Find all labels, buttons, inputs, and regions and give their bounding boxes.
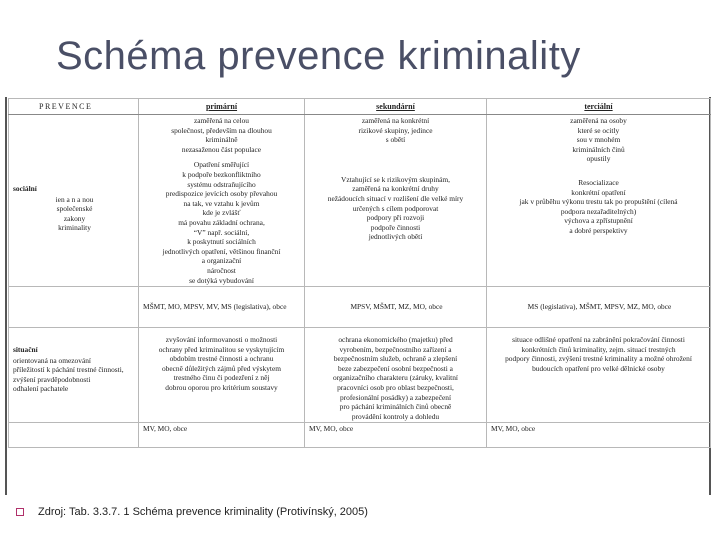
slide-title: Schéma prevence kriminality xyxy=(56,34,581,78)
header-secondary: sekundární xyxy=(305,99,487,115)
social-dept-row xyxy=(9,287,711,328)
situational-primary: zvyšování informovanosti o možnosti ochrany před kriminalitou se vyskytujícím obdobím trestné činnosti a ochranu obecně důležitých zájmů před výskytem trestného činu či podezření z něj dobrou oporou pro kritérium soustavy xyxy=(158,335,285,393)
social-dept-secondary: MPSV, MŠMT, MZ, MO, obce xyxy=(305,287,487,328)
social-tertiary-top: zaměřená na osoby které se ocitly sou v mnohém kriminálních činů opustily xyxy=(570,116,627,164)
social-dept-tertiary: MS (legislativa), MŠMT, MPSV, MZ, MO, obce xyxy=(487,287,711,328)
situational-secondary-cell xyxy=(305,328,487,423)
header-primary: primární xyxy=(139,99,305,115)
social-primary-middle: Opatření směřující k podpoře bezkonfliktního systému odstraňujícího predispozice jevících osoby převahou na tak, ve vztahu k jevům kde je zvlášť má povahu základní ochrana, “V” např. sociální, k poskytnutí sociálních jednotlivých opatření, většinou finanční a organizační náročnost se dotýká vybudování xyxy=(162,160,281,285)
situational-description: orientovaná na omezování příležitostí k páchání trestné činnosti, zvýšení pravděpodobnosti odhalení pachatele xyxy=(13,355,124,394)
social-tertiary-middle: Resocializace konkrétní opatření jak v průběhu výkonu trestu tak po propuštění (cílená podpora nezařaditelných) výchova a zpřístupnění a dobré perspektivy xyxy=(519,177,678,235)
situational-dept-secondary: MV, MO, obce xyxy=(305,423,487,448)
situational-dept-row xyxy=(9,423,711,448)
situational-dept-tertiary: MV, MO, obce xyxy=(487,423,711,448)
situational-primary-cell xyxy=(139,328,305,423)
table-header-row xyxy=(9,99,711,115)
prevention-table xyxy=(8,98,711,448)
social-label: sociální xyxy=(13,184,37,193)
situational-dept-primary: MV, MO, obce xyxy=(139,423,305,448)
social-label-cell xyxy=(9,115,139,287)
situational-row xyxy=(9,328,711,423)
situational-dept-blank xyxy=(9,423,139,448)
social-secondary-middle: Vztahující se k rizikovým skupinám, zaměřená na konkrétní druhy nežádoucích situací v rozlišení dle velké míry určených s cílem podporovat podpory při rozvoji podpoře činnosti jednotlivých obětí xyxy=(327,174,464,242)
situational-tertiary-cell xyxy=(487,328,711,423)
social-primary-cell xyxy=(139,115,305,287)
social-primary-top: zaměřená na celou společnost, především na dlouhou kriminálně nezasaženou část populace xyxy=(171,116,272,154)
social-row xyxy=(9,115,711,287)
social-secondary-top: zaměřená na konkrétní rizikové skupiny, jedince s obětí xyxy=(358,116,433,145)
situational-label-cell xyxy=(9,328,139,423)
social-tertiary-cell xyxy=(487,115,711,287)
header-prevence: PREVENCE xyxy=(9,99,139,115)
situational-secondary: ochrana ekonomického (majetku) před vyrobením, bezpečnostního zařízení a bezpečnostním služeb, ochraně a zlepšení beze zabezpečení osobní bezpečnosti a organizačního charakteru (záruky, kvalitní pracovníci osob pro oblast bezpečnosti, profesionální posádky) a zabezpečení pro páchání kriminálních činů obecně provádění kontroly a dohledu xyxy=(333,335,458,421)
square-bullet-icon xyxy=(16,508,24,516)
social-dept-primary: MŠMT, MO, MPSV, MV, MS (legislativa), obce xyxy=(139,287,305,328)
source-caption xyxy=(16,506,368,518)
social-description: ien a n a nou společenské zakony kriminality xyxy=(55,194,94,233)
social-dept-blank xyxy=(9,287,139,328)
situational-label: situační xyxy=(13,345,38,355)
social-secondary-cell xyxy=(305,115,487,287)
header-tertiary: terciální xyxy=(487,99,711,115)
situational-tertiary: situace odlišné opatření na zabránění pokračování činnosti konkrétních činů kriminality, zejm. situací trestných podpory činnosti, zvýšení trestné kriminality a možné ohrožení budoucích opatření pro velké dělnické osoby xyxy=(505,335,692,373)
source-text: Zdroj: Tab. 3.3.7. 1 Schéma prevence kriminality (Protivínský, 2005) xyxy=(38,506,368,518)
